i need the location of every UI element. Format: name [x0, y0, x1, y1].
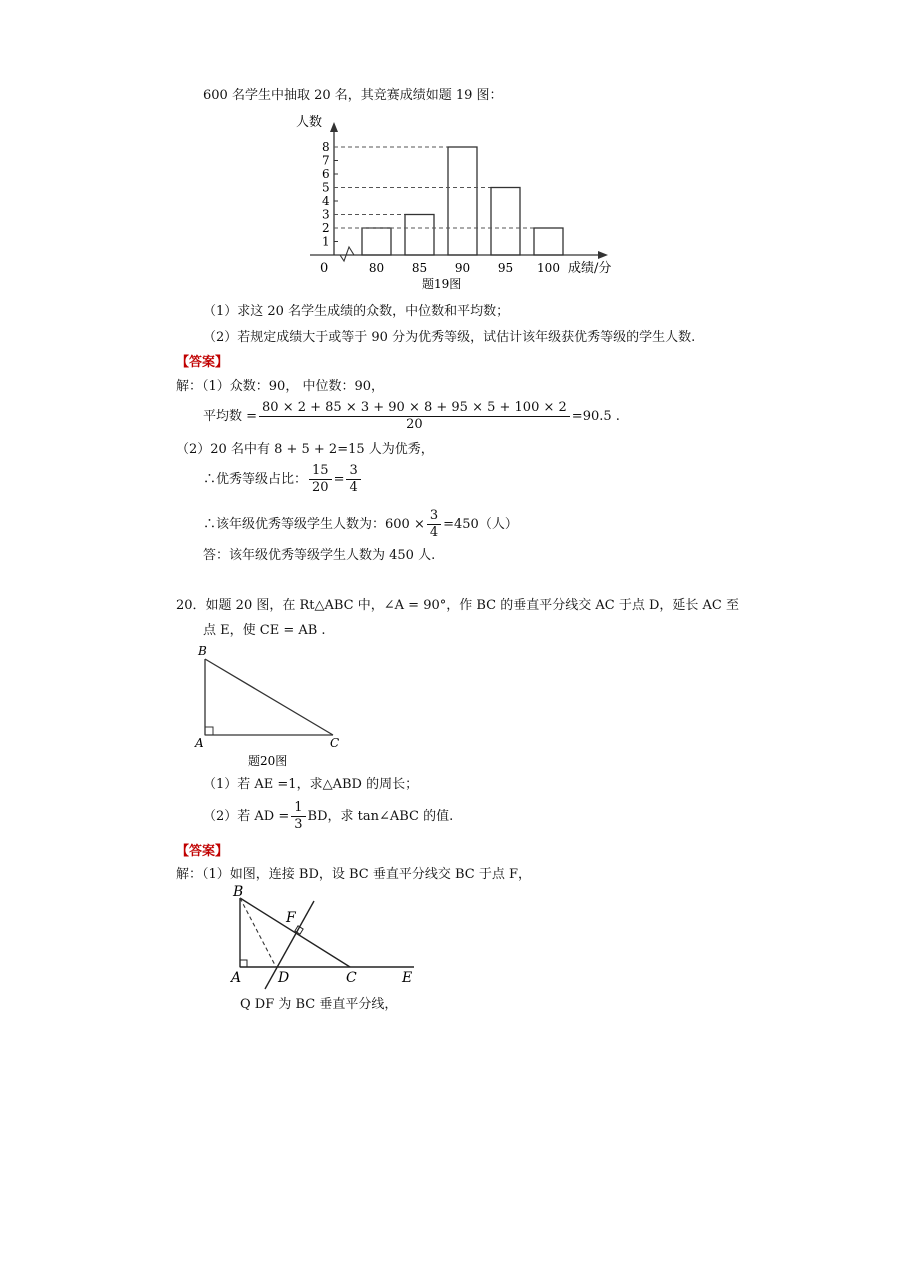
q19-part1: （1）求这 20 名学生成绩的众数，中位数和平均数； — [203, 304, 510, 319]
bar-100 — [534, 228, 563, 255]
ratio-eq: = — [333, 471, 345, 487]
x-tick-label-85: 85 — [411, 261, 428, 275]
triangle-figure-20 — [190, 643, 360, 768]
mean-numerator: 80 × 2 + 85 × 3 + 90 × 8 + 95 × 5 + 100 × 2 — [259, 400, 570, 417]
x-tick-label-80: 80 — [368, 261, 385, 275]
fig-F: F — [286, 910, 296, 926]
q20-part2 — [203, 800, 453, 833]
q20-frac-num: 1 — [291, 800, 305, 817]
y-tick-label-1: 1 — [322, 234, 330, 249]
x-tick-label-90: 90 — [454, 261, 471, 275]
chart-title: 题19图 — [422, 277, 462, 291]
intro-text: 600 名学生中抽取 20 名，其竞赛成绩如题 19 图： — [203, 88, 503, 103]
ratio-den-2: 4 — [349, 480, 358, 495]
bar-80 — [362, 228, 391, 255]
label-C: C — [330, 736, 340, 750]
q19-part2: （2）若规定成绩大于或等于 90 分为优秀等级，试估计该年级获优秀等级的学生人数. — [203, 330, 696, 345]
a19-line2: （2）20 名中有 8 + 5 + 2=15 人为优秀， — [176, 442, 434, 457]
estimate-fraction — [427, 508, 441, 541]
axis-break — [340, 247, 354, 261]
y-tick-label-8: 8 — [322, 140, 330, 154]
estimate-suffix: =450（人） — [443, 516, 518, 532]
mean-fraction — [259, 400, 570, 433]
chart-ylabel: 人数 — [296, 115, 323, 130]
ratio-num-1: 15 — [309, 463, 332, 480]
x-tick-label-100: 100 — [537, 261, 560, 275]
fig-E: E — [402, 970, 413, 986]
answer-label: 【答案】 — [176, 355, 229, 370]
y-tick-label-6: 6 — [322, 167, 330, 181]
ratio-num-2: 3 — [346, 463, 360, 480]
mean-denominator: 20 — [406, 417, 423, 432]
q20-fraction — [291, 800, 305, 833]
bar-90 — [448, 147, 477, 255]
x-axis-arrow — [598, 251, 608, 259]
mean-suffix: =90.5 . — [571, 408, 620, 424]
estimate-num: 3 — [427, 508, 441, 525]
a19-final: 答：该年级优秀等级学生人数为 450 人. — [203, 548, 436, 563]
ratio-fraction-2 — [346, 463, 360, 496]
a19-estimate — [203, 508, 518, 541]
q20-frac-den: 3 — [294, 817, 303, 832]
fig-D: D — [278, 970, 290, 986]
fig-C: C — [346, 970, 357, 986]
a19-ratio — [203, 463, 363, 496]
a20-line2: Q DF 为 BC 垂直平分线， — [240, 997, 398, 1012]
q20-part2-suffix: BD，求 tan∠ABC 的值. — [307, 808, 454, 824]
a19-mean — [203, 400, 620, 433]
y-axis-arrow — [330, 122, 338, 132]
q20-part2-prefix: （2）若 AD = — [203, 808, 290, 824]
fig-B: B — [233, 885, 244, 900]
q20-part1: （1）若 AE =1，求△ABD 的周长； — [203, 777, 419, 792]
a19-line1: 解：（1）众数：90， 中位数：90， — [176, 379, 384, 394]
estimate-den: 4 — [429, 525, 439, 540]
q20-line2: 点 E，使 CE = AB . — [203, 623, 326, 638]
mean-prefix: 平均数 = — [203, 408, 258, 424]
ratio-prefix: ∴优秀等级占比： — [203, 471, 308, 487]
bar-chart — [290, 108, 630, 293]
q20-line1: 20．如题 20 图，在 Rt△ABC 中，∠A = 90°，作 BC 的垂直平分线交 AC 于点 D，延长 AC 至 — [176, 598, 739, 613]
y-tick-label-7: 7 — [322, 153, 330, 168]
fig-A: A — [231, 970, 242, 986]
label-B: B — [198, 644, 207, 658]
label-A: A — [195, 736, 204, 750]
answer-label-2: 【答案】 — [176, 844, 229, 859]
y-tick-label-4: 4 — [322, 194, 330, 208]
ratio-fraction-1 — [309, 463, 332, 496]
a20-line1: 解：（1）如图，连接 BD，设 BC 垂直平分线交 BC 于点 F， — [176, 867, 532, 882]
chart-xlabel: 成绩/分 — [568, 261, 612, 276]
x-tick-label-95: 95 — [497, 261, 514, 275]
chart-origin-label: 0 — [320, 261, 329, 276]
y-tick-label-2: 2 — [322, 221, 330, 235]
ratio-den-1: 20 — [312, 480, 329, 495]
solution-figure-20 — [228, 885, 428, 995]
y-tick-label-5: 5 — [322, 180, 330, 195]
fig20-caption: 题20图 — [248, 754, 288, 768]
y-tick-label-3: 3 — [322, 207, 330, 222]
bar-85 — [405, 215, 434, 256]
bar-95 — [491, 188, 520, 256]
estimate-prefix: ∴该年级优秀等级学生人数为：600 × — [203, 516, 425, 532]
